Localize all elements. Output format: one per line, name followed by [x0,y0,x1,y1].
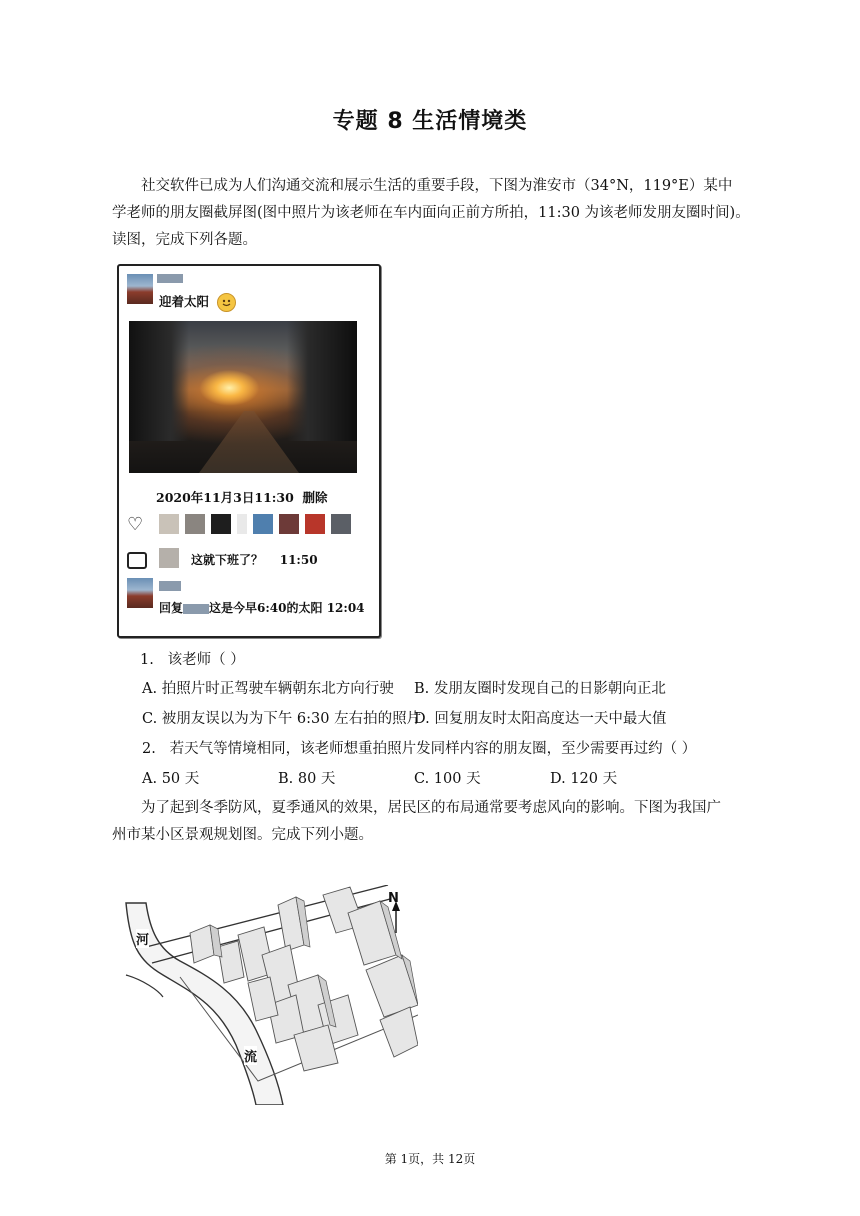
q1-option-d: D. 回复朋友时太阳高度达一天中最大值 [414,711,667,727]
page-title: 专题 8 生活情境类 [332,109,528,134]
like-avatar [305,514,325,534]
comment-1: 这就下班了？ 11:50 [191,553,318,567]
q1-option-c: C. 被朋友误以为为下午 6:30 左右拍的照片 [142,711,422,727]
intro-paragraph-2 [112,795,752,849]
q2-option-d: D. 120 天 [550,771,618,787]
reply-name-blur [159,581,181,591]
q2-stem: 2. 若天气等情境相同，该老师想重拍照片发同样内容的朋友圈，至少需要再过约（ ） [142,741,697,757]
like-avatar [253,514,273,534]
commenter-avatar [159,548,179,568]
like-avatar [211,514,231,534]
intro2-line1: 为了起到冬季防风，夏季通风的效果，居民区的布局通常要考虑风向的影响。下图为我国广 [141,800,721,816]
post-timestamp: 2020年11月3日11:30 删除 [156,490,328,505]
intro1-line2: 学老师的朋友圈截屏图(图中照片为该老师在车内面向正前方所拍，11:30 为该老师发朋友圈时间)。 [112,205,750,221]
q2-option-a: A. 50 天 [142,771,200,787]
road [199,411,299,473]
reply-comment: 回复 这是今早6:40的太阳 12:04 [159,601,365,615]
q2-option-c: C. 100 天 [414,771,481,787]
intro2-line2: 州市某小区景观规划图。完成下列小题。 [112,827,373,843]
heart-icon[interactable]: ♡ [127,514,144,535]
like-avatar [185,514,205,534]
north-label: N [388,891,399,906]
like-avatar [331,514,351,534]
like-avatar [237,514,247,534]
q1-option-b: B. 发朋友圈时发现自己的日影朝向正北 [414,681,666,697]
intro-paragraph-1 [112,173,752,254]
q2-option-b: B. 80 天 [278,771,336,787]
sunrise-photo [129,321,357,473]
moments-screenshot [117,264,381,638]
comment-icon[interactable] [127,552,147,569]
reply-target-blur [183,604,209,614]
post-text: 迎着太阳 [159,294,210,309]
intro1-line3: 读图，完成下列各题。 [112,232,257,248]
like-avatar [279,514,299,534]
delete-link[interactable]: 删除 [302,490,328,505]
smile-emoji-icon [217,293,236,312]
trees-left [129,321,189,441]
q1-option-a: A. 拍照片时正驾驶车辆朝东北方向行驶 [142,681,394,697]
avatar [127,274,153,304]
q1-stem: 1. 该老师（ ） [140,652,245,668]
river-label-1: 河 [136,929,149,948]
residential-plan-map [118,885,418,1105]
page-footer: 第 1页，共 12页 [384,1152,476,1166]
river-label-2: 流 [244,1046,257,1065]
username-blur [157,274,183,283]
reply-avatar [127,578,153,608]
trees-right [287,321,357,441]
map-drawing [118,885,418,1105]
intro1-line1: 社交软件已成为人们沟通交流和展示生活的重要手段，下图为淮安市（34°N，119°E）某中 [141,178,733,194]
likes-avatars [159,514,351,534]
like-avatar [159,514,179,534]
